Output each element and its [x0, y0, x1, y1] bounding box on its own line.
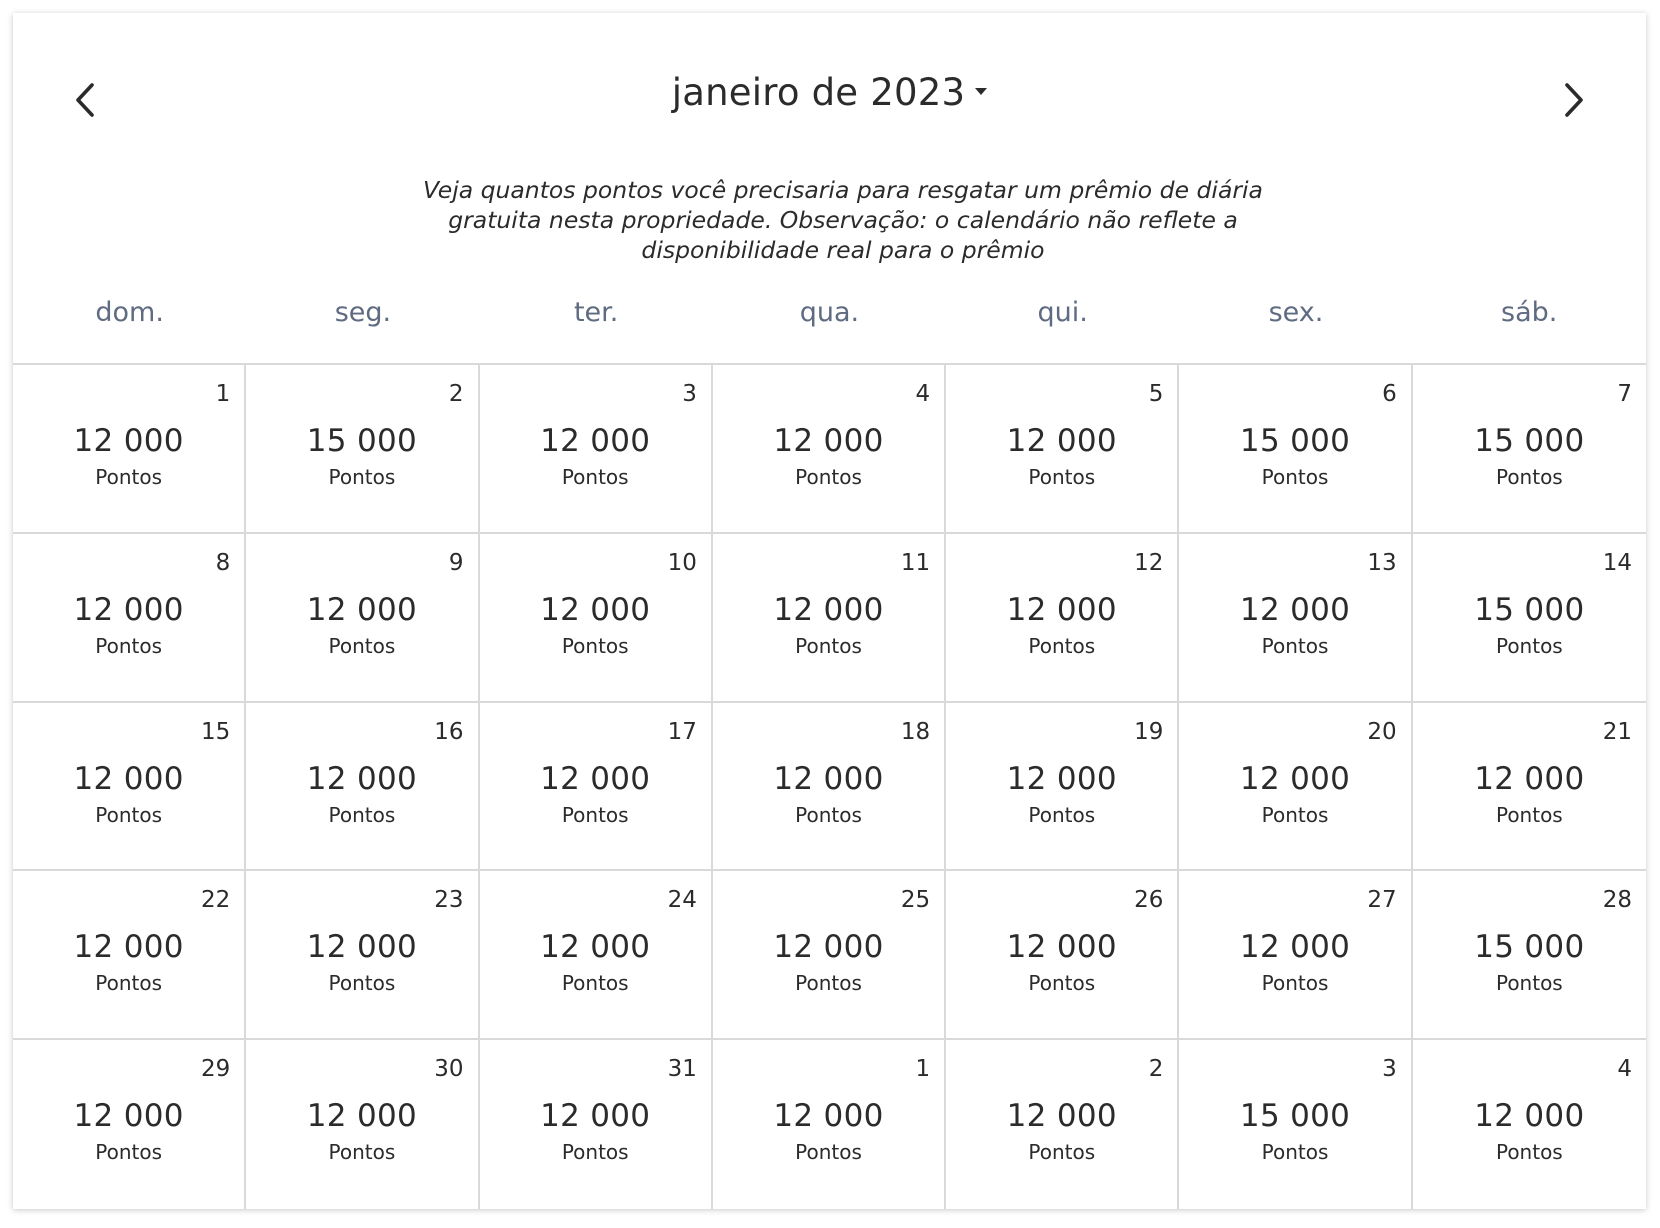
day-number: 26: [1134, 887, 1164, 914]
day-number: 11: [900, 549, 931, 576]
points-label: Pontos: [95, 1140, 163, 1165]
day-cell[interactable]: [246, 365, 479, 534]
weekday-label: sex.: [1268, 297, 1324, 328]
points-value: 15 000: [1474, 423, 1585, 459]
next-month-button[interactable]: [1552, 75, 1596, 125]
points-value: 12 000: [540, 1098, 651, 1135]
points-label: Pontos: [795, 971, 862, 996]
points-label: Pontos: [1261, 802, 1329, 827]
day-number: 23: [434, 887, 464, 914]
points-disclaimer: Veja quantos pontos você precisaria para resgatar um prêmio de diária gratuita nesta propriedade. Observação: o calendário não reflete a disponibilidade real para o prêmio: [423, 176, 1263, 264]
day-number: 31: [667, 1056, 697, 1083]
day-number: 2: [448, 381, 464, 407]
day-number: 16: [434, 718, 464, 745]
day-number: 15: [201, 718, 231, 745]
points-value: 15 000: [1239, 1098, 1351, 1135]
points-label: Pontos: [1495, 633, 1563, 658]
day-number: 5: [1148, 381, 1164, 407]
points-label: Pontos: [795, 465, 862, 489]
day-cell[interactable]: [1413, 703, 1646, 872]
points-value: 12 000: [306, 760, 418, 797]
points-value: 12 000: [540, 760, 651, 797]
day-cell[interactable]: [946, 365, 1179, 534]
points-value: 12 000: [540, 929, 651, 966]
points-value: 15 000: [1239, 423, 1351, 459]
day-cell[interactable]: [480, 703, 713, 872]
day-number: 9: [448, 549, 464, 576]
day-cell[interactable]: [480, 1040, 713, 1209]
points-value: 12 000: [1239, 591, 1351, 628]
day-cell[interactable]: [946, 534, 1179, 703]
points-label: Pontos: [328, 1140, 396, 1165]
points-label: Pontos: [1261, 971, 1329, 996]
day-number: 27: [1367, 887, 1397, 914]
points-label: Pontos: [795, 802, 862, 827]
points-label: Pontos: [1261, 633, 1329, 658]
points-calendar: [13, 13, 1646, 1209]
calendar-grid: [13, 363, 1646, 1209]
day-number: 4: [915, 381, 931, 407]
day-cell[interactable]: [480, 365, 713, 534]
day-number: 29: [201, 1056, 231, 1083]
day-cell[interactable]: [713, 365, 946, 534]
day-number: 25: [900, 887, 931, 914]
points-label: Pontos: [1028, 465, 1096, 489]
points-label: Pontos: [1261, 1140, 1329, 1165]
day-cell[interactable]: [13, 703, 246, 872]
day-cell[interactable]: [713, 703, 946, 872]
points-label: Pontos: [561, 465, 629, 489]
points-label: Pontos: [795, 1140, 862, 1165]
day-number: 1: [915, 1056, 931, 1083]
month-selector[interactable]: [13, 71, 1646, 114]
day-number: 17: [667, 718, 697, 745]
day-cell[interactable]: [1413, 534, 1646, 703]
day-number: 13: [1367, 549, 1397, 576]
points-value: 12 000: [306, 591, 418, 628]
points-value: 12 000: [1239, 929, 1351, 966]
points-value: 12 000: [1006, 591, 1117, 628]
points-value: 15 000: [306, 423, 418, 459]
points-label: Pontos: [95, 802, 163, 827]
day-cell[interactable]: [480, 534, 713, 703]
points-value: 12 000: [773, 591, 884, 628]
chevron-right-icon: [1563, 82, 1585, 118]
weekday-label: qui.: [1037, 297, 1088, 328]
points-label: Pontos: [95, 971, 163, 996]
day-cell[interactable]: [13, 871, 246, 1040]
day-number: 14: [1602, 549, 1632, 576]
points-label: Pontos: [95, 465, 163, 489]
day-number: 8: [215, 549, 231, 576]
day-cell[interactable]: [1179, 703, 1412, 872]
points-label: Pontos: [1028, 1140, 1096, 1165]
points-label: Pontos: [561, 971, 629, 996]
points-label: Pontos: [1495, 465, 1563, 489]
day-cell[interactable]: [1413, 871, 1646, 1040]
day-cell[interactable]: [246, 703, 479, 872]
points-value: 12 000: [1006, 423, 1117, 459]
day-cell[interactable]: [13, 1040, 246, 1209]
points-label: Pontos: [561, 1140, 629, 1165]
weekday-label: ter.: [573, 297, 619, 328]
day-number: 20: [1367, 718, 1397, 745]
day-cell[interactable]: [480, 871, 713, 1040]
day-number: 12: [1134, 549, 1164, 576]
day-cell[interactable]: [713, 534, 946, 703]
points-value: 12 000: [1006, 760, 1117, 797]
day-number: 28: [1602, 887, 1632, 914]
points-value: 12 000: [773, 1098, 884, 1135]
day-cell[interactable]: [713, 871, 946, 1040]
points-value: 12 000: [1239, 760, 1351, 797]
points-label: Pontos: [328, 465, 396, 489]
day-cell[interactable]: [246, 1040, 479, 1209]
points-label: Pontos: [1028, 971, 1096, 996]
weekday-label: dom.: [95, 297, 164, 328]
points-label: Pontos: [328, 633, 396, 658]
points-label: Pontos: [1495, 971, 1563, 996]
points-value: 12 000: [1474, 760, 1585, 797]
day-number: 18: [900, 718, 931, 745]
points-label: Pontos: [1495, 1140, 1563, 1165]
weekday-label: sáb.: [1501, 297, 1558, 328]
day-cell[interactable]: [946, 871, 1179, 1040]
day-number: 24: [667, 887, 697, 914]
day-cell[interactable]: [946, 703, 1179, 872]
day-number: 7: [1617, 381, 1632, 407]
caret-down-icon: [975, 88, 987, 95]
day-cell[interactable]: [1179, 871, 1412, 1040]
points-value: 12 000: [540, 423, 651, 459]
points-value: 12 000: [1006, 1098, 1117, 1135]
month-label: janeiro de 2023: [671, 71, 966, 114]
points-value: 12 000: [73, 591, 184, 628]
points-value: 12 000: [1474, 1098, 1585, 1135]
points-label: Pontos: [795, 633, 862, 658]
points-label: Pontos: [328, 971, 396, 996]
day-cell[interactable]: [1179, 1040, 1412, 1209]
day-cell[interactable]: [1413, 1040, 1646, 1209]
points-label: Pontos: [1028, 633, 1096, 658]
points-value: 15 000: [1474, 929, 1585, 966]
points-value: 12 000: [773, 760, 884, 797]
day-cell[interactable]: [13, 365, 246, 534]
points-label: Pontos: [561, 633, 629, 658]
day-cell[interactable]: [1179, 534, 1412, 703]
weekday-label: qua.: [799, 297, 860, 328]
points-value: 12 000: [1006, 929, 1117, 966]
day-cell[interactable]: [246, 871, 479, 1040]
weekday-label: seg.: [334, 297, 392, 328]
weekday-header-row: [13, 283, 1646, 363]
points-value: 12 000: [773, 423, 884, 459]
points-value: 12 000: [73, 1098, 184, 1135]
day-number: 4: [1617, 1056, 1632, 1083]
day-number: 3: [682, 381, 697, 407]
points-value: 12 000: [73, 423, 184, 459]
points-label: Pontos: [1261, 465, 1329, 489]
day-number: 22: [201, 887, 231, 914]
day-number: 19: [1134, 718, 1164, 745]
points-value: 12 000: [73, 929, 184, 966]
points-value: 12 000: [773, 929, 884, 966]
points-label: Pontos: [561, 802, 629, 827]
day-number: 6: [1382, 381, 1397, 407]
calendar-header: [13, 13, 1646, 163]
points-value: 12 000: [306, 1098, 418, 1135]
points-label: Pontos: [95, 633, 163, 658]
points-label: Pontos: [328, 802, 396, 827]
day-cell[interactable]: [946, 1040, 1179, 1209]
day-cell[interactable]: [1179, 365, 1412, 534]
day-cell[interactable]: [713, 1040, 946, 1209]
day-number: 1: [215, 381, 231, 407]
day-number: 3: [1382, 1056, 1397, 1083]
points-value: 12 000: [540, 591, 651, 628]
points-label: Pontos: [1495, 802, 1563, 827]
day-number: 2: [1148, 1056, 1164, 1083]
points-value: 12 000: [306, 929, 418, 966]
day-cell[interactable]: [13, 534, 246, 703]
day-number: 30: [434, 1056, 464, 1083]
day-cell[interactable]: [246, 534, 479, 703]
day-number: 21: [1602, 718, 1632, 745]
day-number: 10: [667, 549, 697, 576]
points-value: 12 000: [73, 760, 184, 797]
points-label: Pontos: [1028, 802, 1096, 827]
points-value: 15 000: [1474, 591, 1585, 628]
day-cell[interactable]: [1413, 365, 1646, 534]
